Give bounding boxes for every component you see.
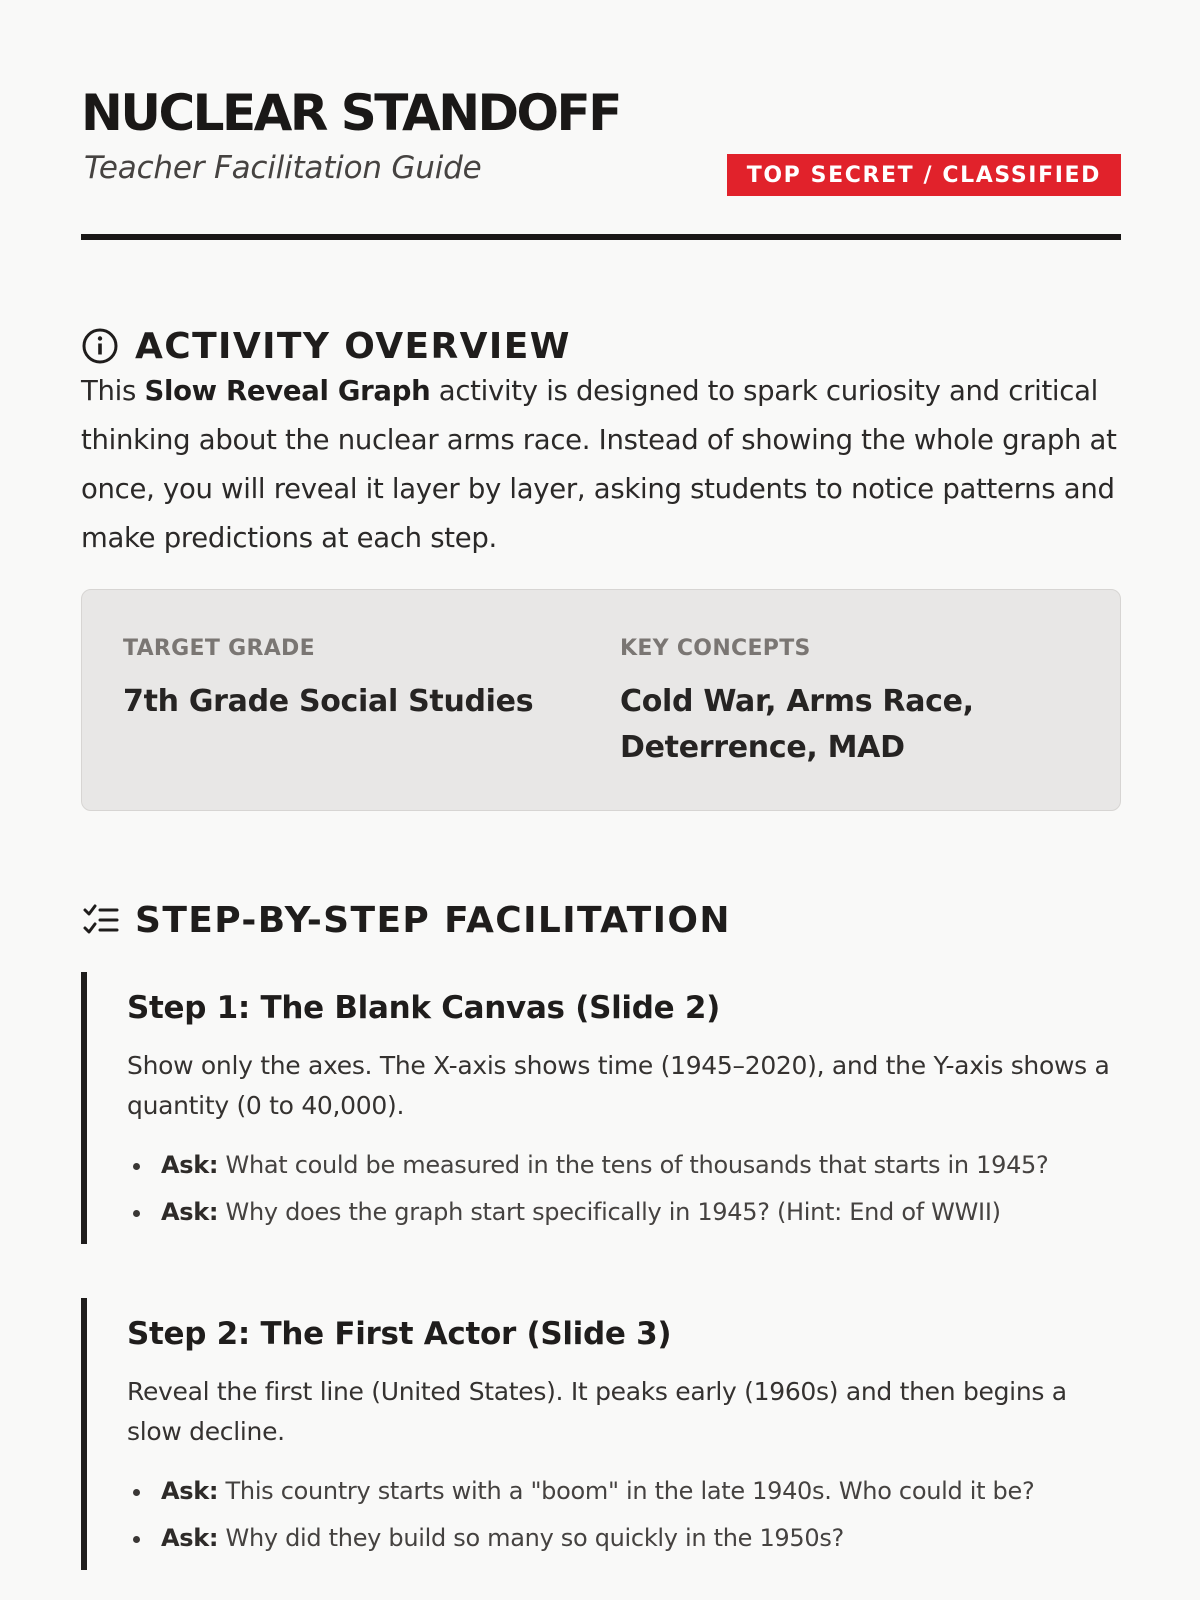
facilitation-heading-text: STEP-BY-STEP FACILITATION bbox=[135, 899, 731, 941]
key-concepts-value: Cold War, Arms Race, Deterrence, MAD bbox=[620, 684, 974, 765]
list-item bbox=[127, 1189, 1121, 1236]
activity-info-card bbox=[81, 589, 1121, 811]
ask-label: Ask: bbox=[161, 1151, 219, 1179]
facilitation-heading bbox=[81, 900, 731, 941]
overview-text-rest: activity is designed to spark curiosity and critical thinking about the nuclear arms race. Instead of showing the whole graph at once, you will reveal it layer by layer, asking students to notice patterns and make predictions at each step. bbox=[81, 375, 1117, 554]
document-header bbox=[81, 80, 1121, 240]
question-text: Why did they build so many so quickly in the 1950s? bbox=[218, 1524, 844, 1552]
target-grade-label: TARGET GRADE bbox=[123, 636, 315, 661]
overview-text-start: This bbox=[81, 375, 145, 407]
checklist-icon bbox=[81, 901, 119, 939]
list-item bbox=[127, 1142, 1121, 1189]
step-question-list bbox=[127, 1468, 1121, 1562]
step-title: Step 1: The Blank Canvas (Slide 2) bbox=[127, 990, 720, 1026]
info-circle-icon bbox=[81, 327, 119, 365]
ask-label: Ask: bbox=[161, 1198, 219, 1226]
step-description: Show only the axes. The X-axis shows time (1945–2020), and the Y-axis shows a quantity (0 to 40,000). bbox=[127, 1051, 1110, 1120]
list-item bbox=[127, 1468, 1121, 1515]
document-subtitle: Teacher Facilitation Guide bbox=[84, 150, 482, 186]
key-concepts-label: KEY CONCEPTS bbox=[620, 636, 811, 661]
activity-overview-text bbox=[81, 367, 1121, 563]
header-divider bbox=[81, 234, 1121, 240]
key-concepts-field bbox=[620, 636, 1080, 771]
step-description: Reveal the first line (United States). It peaks early (1960s) and then begins a slow decline. bbox=[127, 1377, 1067, 1446]
document-title: NUCLEAR STANDOFF bbox=[81, 84, 620, 142]
ask-label: Ask: bbox=[161, 1477, 219, 1505]
target-grade-value: 7th Grade Social Studies bbox=[123, 684, 534, 719]
ask-label: Ask: bbox=[161, 1524, 219, 1552]
list-item bbox=[127, 1515, 1121, 1562]
overview-text-emphasis: Slow Reveal Graph bbox=[144, 375, 431, 407]
activity-overview-heading bbox=[81, 326, 571, 367]
target-grade-field bbox=[123, 636, 563, 725]
classified-badge: TOP SECRET / CLASSIFIED bbox=[727, 154, 1121, 196]
question-text: This country starts with a "boom" in the late 1940s. Who could it be? bbox=[218, 1477, 1035, 1505]
step-2-block bbox=[81, 1298, 1121, 1570]
step-1-block bbox=[81, 972, 1121, 1244]
step-question-list bbox=[127, 1142, 1121, 1236]
question-text: Why does the graph start specifically in 1945? (Hint: End of WWII) bbox=[218, 1198, 1001, 1226]
question-text: What could be measured in the tens of thousands that starts in 1945? bbox=[218, 1151, 1049, 1179]
activity-overview-heading-text: ACTIVITY OVERVIEW bbox=[135, 325, 571, 367]
step-title: Step 2: The First Actor (Slide 3) bbox=[127, 1316, 672, 1352]
